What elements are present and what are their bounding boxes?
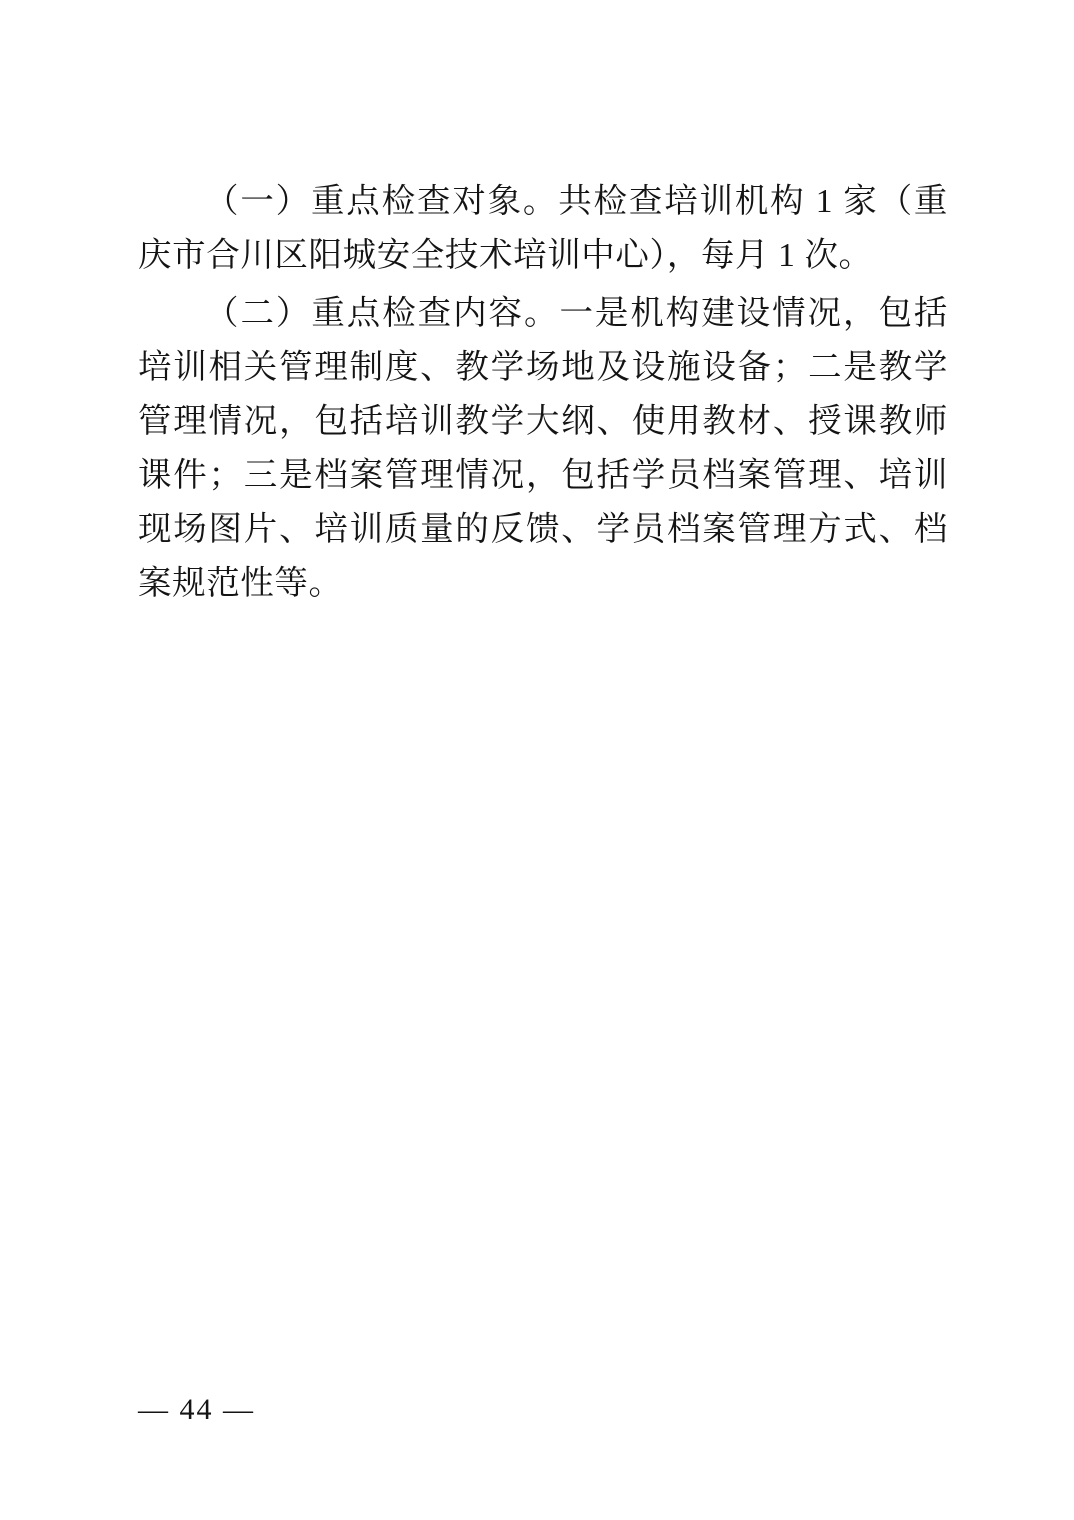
document-body bbox=[138, 175, 948, 611]
paragraph-key-inspection-targets: （一）重点检查对象。共检查培训机构 1 家（重庆市合川区阳城安全技术培训中心），每月 1 次。 bbox=[138, 183, 948, 274]
paragraph-key-inspection-contents: （二）重点检查内容。一是机构建设情况，包括培训相关管理制度、教学场地及设施设备；二是教学管理情况，包括培训教学大纲、使用教材、授课教师课件；三是档案管理情况，包括学员档案管理、培训现场图片、培训质量的反馈、学员档案管理方式、档案规范性等。 bbox=[138, 295, 948, 602]
page-number-footer: — 44 — bbox=[138, 1393, 255, 1426]
